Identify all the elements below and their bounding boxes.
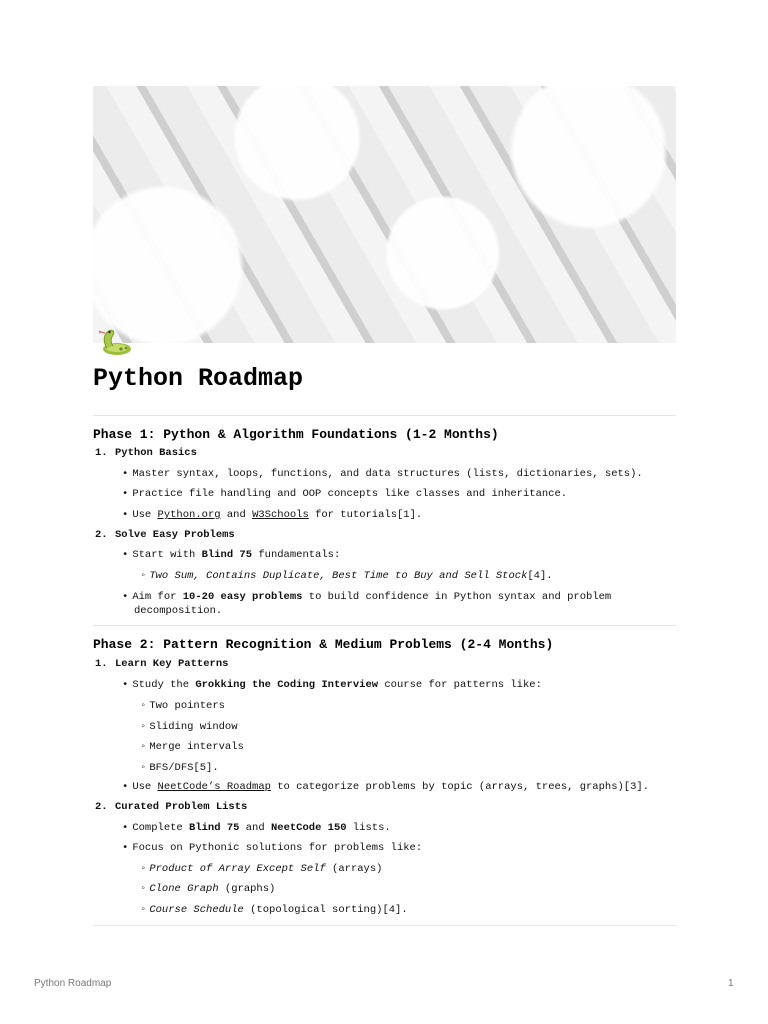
list-item: • Master syntax, loops, functions, and data structures (lists, dictionaries, sets).	[122, 467, 643, 481]
list-number: 2.	[95, 529, 108, 541]
phase2-item1-label: Learn Key Patterns	[115, 658, 229, 670]
sub-list-item: ◦ BFS/DFS[5].	[140, 761, 219, 775]
list-item: • Use Python.org and W3Schools for tutorials[1].	[122, 508, 422, 522]
phase1-heading: Phase 1: Python & Algorithm Foundations (1-2 Months)	[93, 427, 499, 442]
list-item: • Start with Blind 75 fundamentals:	[122, 548, 340, 562]
divider	[93, 625, 676, 626]
phase1-item1-label: Python Basics	[115, 447, 197, 459]
list-item: • Study the Grokking the Coding Interview course for patterns like:	[122, 678, 542, 692]
list-number: 2.	[95, 801, 108, 813]
neetcode-roadmap-link[interactable]: NeetCode’s Roadmap	[157, 781, 271, 793]
phase2-item2-label: Curated Problem Lists	[115, 801, 248, 813]
sub-list-item: ◦ Product of Array Except Self (arrays)	[140, 862, 382, 876]
list-item: • Focus on Pythonic solutions for problems like:	[122, 841, 422, 855]
python-org-link[interactable]: Python.org	[157, 509, 221, 521]
w3schools-link[interactable]: W3Schools	[252, 509, 309, 521]
phase1-item2-label: Solve Easy Problems	[115, 529, 235, 541]
footer-title: Python Roadmap	[34, 978, 112, 989]
list-item: • Practice file handling and OOP concepts like classes and inheritance.	[122, 487, 567, 501]
divider	[93, 925, 676, 926]
divider	[93, 415, 676, 416]
page-number: 1	[728, 978, 734, 989]
phase2-heading: Phase 2: Pattern Recognition & Medium Problems (2-4 Months)	[93, 637, 554, 652]
list-item: • Aim for 10-20 easy problems to build confidence in Python syntax and problem	[122, 590, 611, 604]
list-item-continuation: decomposition.	[134, 605, 223, 617]
sub-list-item: ◦ Sliding window	[140, 720, 238, 734]
sub-list-item: ◦ Merge intervals	[140, 740, 244, 754]
sub-list-item: ◦ Two Sum, Contains Duplicate, Best Time to Buy and Sell Stock[4].	[140, 569, 553, 583]
list-item: • Use NeetCode’s Roadmap to categorize problems by topic (arrays, trees, graphs)[3].	[122, 780, 649, 794]
list-item: • Complete Blind 75 and NeetCode 150 lists.	[122, 821, 391, 835]
page-title: Python Roadmap	[93, 364, 304, 393]
sub-list-item: ◦ Clone Graph (graphs)	[140, 882, 275, 896]
snake-icon	[95, 322, 135, 358]
list-number: 1.	[95, 658, 108, 670]
cover-image	[93, 86, 676, 343]
sub-list-item: ◦ Course Schedule (topological sorting)[4].	[140, 903, 408, 917]
list-number: 1.	[95, 447, 108, 459]
sub-list-item: ◦ Two pointers	[140, 699, 225, 713]
